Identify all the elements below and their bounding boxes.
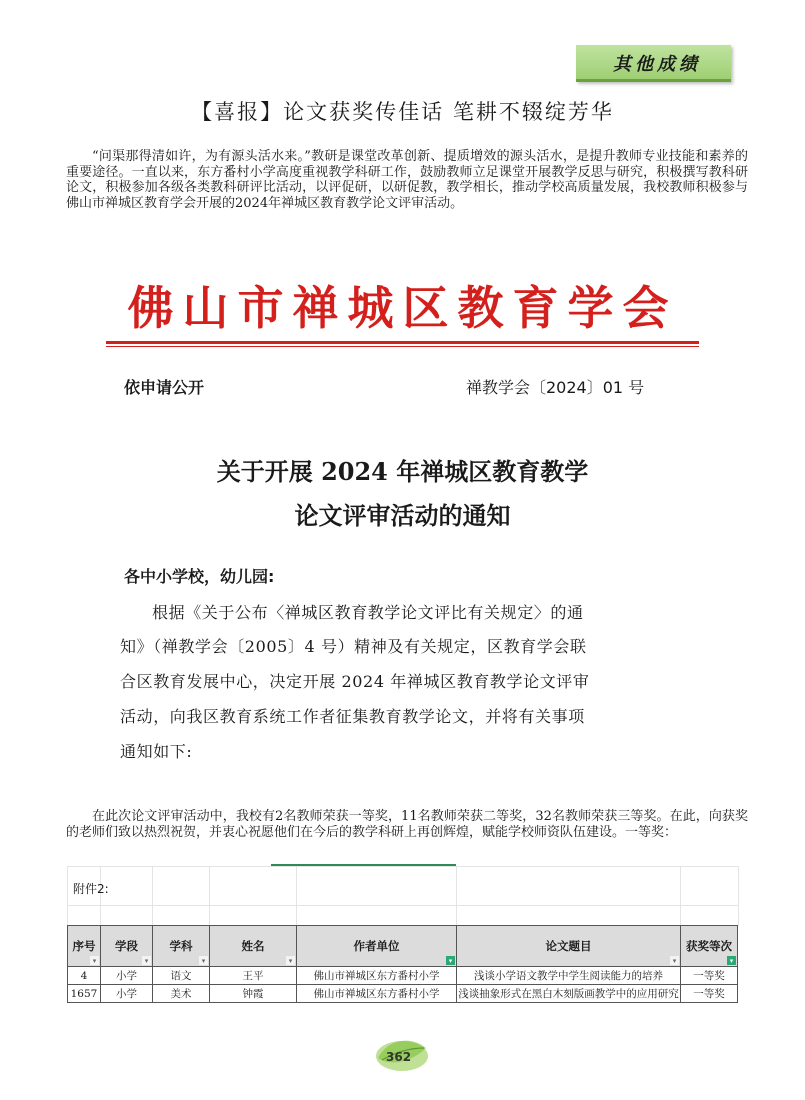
notice-body-line: 通知如下:: [120, 742, 193, 761]
filter-dropdown-icon[interactable]: ▾: [90, 956, 99, 965]
notice-body-line: 合区教育发展中心，决定开展 2024 年禅城区教育教学论文评审: [120, 672, 590, 691]
table-cell[interactable]: 语文: [153, 967, 210, 985]
intro-paragraph: “问渠那得清如许，为有源头活水来。”教研是课堂改革创新、提质增效的源头活水，是提升教师专业技能和素养的重要途径。一直以来，东方番村小学高度重视教学科研工作，鼓励教师立足课堂开展教学反思与研究，积极撰写教科研论文，积极参加各级各类教科研评比活动，以评促研，以研促教，教学相长，推动学校高质量发展，我校教师积极参与佛山市禅城区教育学会开展的2024年禅城区教育教学论文评审活动。: [66, 149, 748, 211]
table-cell[interactable]: 一等奖: [681, 985, 738, 1003]
filter-dropdown-icon[interactable]: ▾: [286, 956, 295, 965]
notice-org-name: 佛山市禅城区教育学会: [127, 281, 678, 335]
red-rule-thick: [106, 341, 699, 344]
table-header-row: [68, 926, 738, 967]
filter-dropdown-icon[interactable]: ▾: [670, 956, 679, 965]
notice-body-line: 根据《关于公布〈禅城区教育教学论文评比有关规定〉的通: [152, 603, 584, 622]
sheet-gridline: [296, 866, 297, 926]
notice-body-line: 知》（禅教学会〔2005〕4 号）精神及有关规定，区教育学会联: [120, 637, 587, 656]
filter-active-icon[interactable]: ▾: [446, 956, 455, 965]
document-number: 禅教学会〔2024〕01 号: [466, 378, 645, 397]
filter-dropdown-icon[interactable]: ▾: [142, 956, 151, 965]
table-cell[interactable]: 佛山市禅城区东方番村小学: [297, 967, 457, 985]
notice-title-line-1: 关于开展 2024 年禅城区教育教学: [216, 457, 589, 486]
sheet-gridline: [67, 905, 739, 906]
sheet-gridline: [456, 866, 457, 926]
disclosure-label: 依申请公开: [124, 378, 205, 397]
filter-dropdown-icon[interactable]: ▾: [199, 956, 208, 965]
table-cell[interactable]: 钟霞: [210, 985, 297, 1003]
sheet-gridline: [680, 866, 681, 926]
column-header[interactable]: 作者单位 ▾: [297, 926, 457, 967]
section-tag: [576, 45, 731, 82]
notice-body-line: 活动，向我区教育系统工作者征集教育教学论文，并将有关事项: [120, 707, 585, 726]
page-number: 362: [386, 1050, 412, 1064]
table-row: [68, 967, 738, 985]
red-rule-thin: [106, 346, 699, 347]
table-cell[interactable]: 小学: [101, 967, 153, 985]
column-header[interactable]: 学段 ▾: [101, 926, 153, 967]
table-cell[interactable]: 浅谈抽象形式在黑白木刻版画教学中的应用研究: [457, 985, 681, 1003]
table-cell[interactable]: 小学: [101, 985, 153, 1003]
table-cell[interactable]: 佛山市禅城区东方番村小学: [297, 985, 457, 1003]
notice-title-line-2: 论文评审活动的通知: [294, 501, 511, 530]
table-cell[interactable]: 王平: [210, 967, 297, 985]
column-header[interactable]: 姓名 ▾: [210, 926, 297, 967]
table-cell[interactable]: 美术: [153, 985, 210, 1003]
table-cell[interactable]: 一等奖: [681, 967, 738, 985]
column-header[interactable]: 序号 ▾: [68, 926, 101, 967]
sheet-gridline: [738, 866, 739, 926]
annex-label: 附件2:: [73, 882, 109, 896]
award-table: [67, 925, 738, 1003]
table-cell[interactable]: 1657: [68, 985, 101, 1003]
table-cell[interactable]: 4: [68, 967, 101, 985]
table-cell[interactable]: 浅谈小学语文教学中学生阅读能力的培养: [457, 967, 681, 985]
award-result-paragraph: 在此次论文评审活动中，我校有2名教师荣获一等奖，11名教师荣获二等奖，32名教师荣获三等奖。在此，向获奖的老师们致以热烈祝贺，并衷心祝愿他们在今后的教学科研上再创辉煌，赋能学校师资队伍建设。一等奖：: [66, 809, 748, 840]
column-header[interactable]: 获奖等次 ▾: [681, 926, 738, 967]
section-tag-label: 其他成绩: [613, 54, 701, 75]
sheet-gridline: [67, 866, 68, 926]
notice-addressee: 各中小学校，幼儿园:: [124, 567, 275, 586]
column-header[interactable]: 论文题目 ▾: [457, 926, 681, 967]
table-row: [68, 985, 738, 1003]
sheet-gridline: [209, 866, 210, 926]
page-headline: 【喜报】论文获奖传佳话 笔耕不辍绽芳华: [191, 100, 614, 124]
sheet-gridline: [152, 866, 153, 926]
column-header[interactable]: 学科 ▾: [153, 926, 210, 967]
sheet-gridline: [67, 866, 739, 867]
filter-active-icon[interactable]: ▾: [727, 956, 736, 965]
